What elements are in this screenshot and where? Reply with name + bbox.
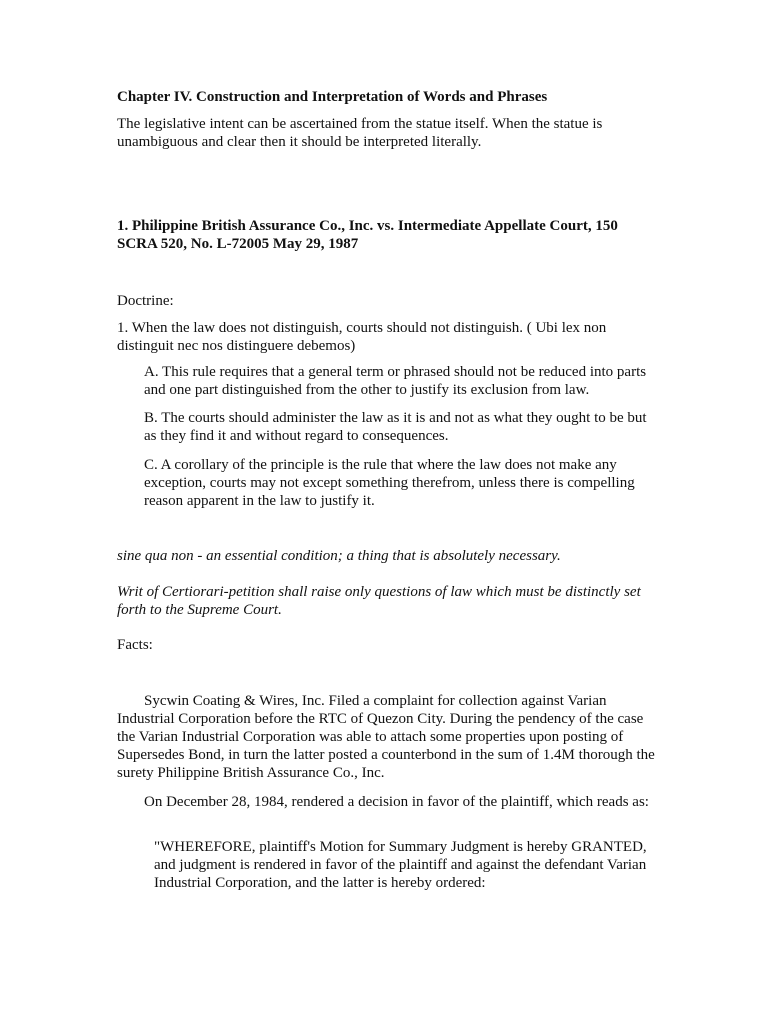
doctrine-item-c: C. A corollary of the principle is the rule that where the law does not make any exception, courts may not except something therefrom, unless there is compelling reason apparent in the law to justify it. (144, 457, 635, 509)
definition-sine-qua-non: sine qua non - an essential condition; a thing that is absolutely necessary. (117, 548, 561, 564)
case-title: 1. Philippine British Assurance Co., Inc. vs. Intermediate Appellate Court, 150 SCRA 520, No. L-72005 May 29, 1987 (117, 218, 618, 252)
definition-writ-of-certiorari: Writ of Certiorari-petition shall raise only questions of law which must be distinctly set forth to the Supreme Court. (117, 584, 641, 618)
doctrine-item-a: A. This rule requires that a general term or phrased should not be reduced into parts and one part distinguished from the other to justify its exclusion from law. (144, 364, 647, 398)
chapter-title: Chapter IV. Construction and Interpretation of Words and Phrases (117, 89, 548, 105)
doctrine-item-b: B. The courts should administer the law as it is and not as what they ought to be but as they find it and without regard to consequences. (144, 410, 647, 444)
facts-label: Facts: (117, 637, 153, 653)
facts-paragraph-2: On December 28, 1984, rendered a decision in favor of the plaintiff, which reads as: (144, 794, 649, 810)
intro-paragraph: The legislative intent can be ascertained from the statue itself. When the statue is unambiguous and clear then it should be interpreted literally. (117, 116, 603, 150)
doctrine-item-1: 1. When the law does not distinguish, courts should not distinguish. ( Ubi lex non distinguit nec nos distinguere debemos) (117, 320, 607, 354)
judgment-quote: "WHEREFORE, plaintiff's Motion for Summary Judgment is hereby GRANTED, and judgment is rendered in favor of the plaintiff and against the defendant Varian Industrial Corporation, and the latter is hereby ordered: (154, 839, 647, 891)
facts-paragraph-1: Sycwin Coating & Wires, Inc. Filed a complaint for collection against Varian Industrial Corporation before the RTC of Quezon City. During the pendency of the case the Varian Industrial Corporation was able to attach some properties upon posting of Supersedes Bond, in turn the latter posted a counterbond in the sum of 1.4M thorough the surety Philippine British Assurance Co., Inc. (117, 693, 655, 781)
doctrine-label: Doctrine: (117, 293, 174, 309)
